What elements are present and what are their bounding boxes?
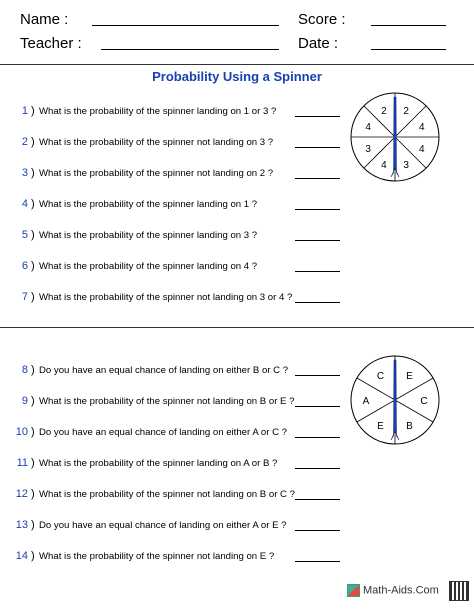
answer-line[interactable] (295, 302, 340, 303)
answer-line[interactable] (295, 209, 340, 210)
question-number: 3 (21, 167, 28, 179)
answer-line[interactable] (295, 499, 340, 500)
question-paren: ) (31, 364, 35, 376)
question-paren: ) (31, 291, 35, 303)
question-number: 11 (16, 457, 28, 469)
spinner-hub (394, 136, 397, 139)
question-text: Do you have an equal chance of landing on either B or C ? (39, 365, 289, 376)
answer-line[interactable] (295, 116, 340, 117)
question-paren: ) (31, 426, 35, 438)
spinner-section-label: 3 (365, 144, 371, 156)
question-text: What is the probability of the spinner landing on 1 ? (39, 199, 258, 210)
question-text: What is the probability of the spinner not landing on B or E ? (39, 396, 295, 407)
question-text: Do you have an equal chance of landing on either A or C ? (39, 427, 288, 438)
name-answer-line[interactable] (92, 25, 279, 26)
date-label: Date : (298, 35, 339, 52)
question-paren: ) (31, 488, 35, 500)
spinner-section-label: C (376, 370, 385, 382)
spinner-2 (350, 345, 440, 455)
teacher-label: Teacher : (20, 35, 82, 52)
question-text: What is the probability of the spinner landing on 3 ? (39, 230, 258, 241)
spinner-section-label: 3 (403, 159, 409, 171)
question-paren: ) (31, 167, 35, 179)
section-divider (0, 327, 474, 328)
question-number: 5 (21, 229, 28, 241)
answer-line[interactable] (295, 147, 340, 148)
question-number: 9 (21, 395, 28, 407)
answer-line[interactable] (295, 468, 340, 469)
question-number: 10 (15, 426, 28, 438)
question-paren: ) (31, 136, 35, 148)
header-divider (0, 64, 474, 65)
spinner-section-label: E (406, 370, 413, 382)
question-text: What is the probability of the spinner not landing on 2 ? (39, 168, 274, 179)
question-number: 6 (21, 260, 28, 272)
question-text: What is the probability of the spinner not landing on 3 ? (39, 137, 274, 148)
question-number: 8 (21, 364, 28, 376)
answer-line[interactable] (295, 561, 340, 562)
spinner-section-label: 4 (419, 121, 425, 133)
question-number: 2 (21, 136, 28, 148)
answer-line[interactable] (295, 271, 340, 272)
question-text: What is the probability of the spinner not landing on 3 or 4 ? (39, 292, 293, 303)
question-paren: ) (31, 260, 35, 272)
logo-text: Math-Aids.Com (363, 584, 439, 597)
answer-line[interactable] (295, 375, 340, 376)
question-text: What is the probability of the spinner not landing on E ? (39, 551, 275, 562)
question-number: 14 (15, 550, 28, 562)
question-text: What is the probability of the spinner landing on 1 or 3 ? (39, 106, 277, 117)
answer-line[interactable] (295, 240, 340, 241)
score-answer-line[interactable] (371, 25, 446, 26)
logo-icon (347, 584, 360, 597)
question-number: 12 (15, 488, 28, 500)
question-paren: ) (31, 198, 35, 210)
question-text: What is the probability of the spinner landing on A or B ? (39, 458, 278, 469)
question-number: 4 (21, 198, 28, 210)
score-label: Score : (298, 11, 346, 28)
spinner-section-label: 2 (403, 106, 409, 118)
worksheet-title: Probability Using a Spinner (152, 69, 322, 84)
question-paren: ) (31, 395, 35, 407)
question-paren: ) (31, 457, 35, 469)
spinner-section-label: A (362, 396, 370, 407)
question-paren: ) (31, 105, 35, 117)
qr-code-icon (449, 581, 469, 601)
question-text: What is the probability of the spinner not landing on B or C ? (39, 489, 295, 500)
spinner-section-label: E (377, 421, 384, 433)
spinner-section-label: 4 (365, 121, 371, 133)
spinner-section-label: C (420, 396, 428, 407)
date-answer-line[interactable] (371, 49, 446, 50)
question-paren: ) (31, 519, 35, 531)
spinner-section-label: B (406, 421, 413, 433)
teacher-answer-line[interactable] (101, 49, 279, 50)
spinner-section-label: 2 (381, 106, 387, 118)
answer-line[interactable] (295, 437, 340, 438)
answer-line[interactable] (295, 530, 340, 531)
question-paren: ) (31, 550, 35, 562)
spinner-1 (350, 82, 440, 192)
math-aids-logo (347, 584, 439, 597)
question-text: What is the probability of the spinner landing on 4 ? (39, 261, 258, 272)
spinner-section-label: 4 (419, 144, 425, 156)
spinner-section-label: 4 (381, 159, 387, 171)
question-number: 13 (15, 519, 28, 531)
question-number: 1 (21, 105, 28, 117)
spinner-hub (394, 399, 397, 402)
name-label: Name : (20, 11, 69, 28)
answer-line[interactable] (295, 406, 340, 407)
answer-line[interactable] (295, 178, 340, 179)
question-number: 7 (21, 291, 28, 303)
question-text: Do you have an equal chance of landing on either A or E ? (39, 520, 287, 531)
question-paren: ) (31, 229, 35, 241)
